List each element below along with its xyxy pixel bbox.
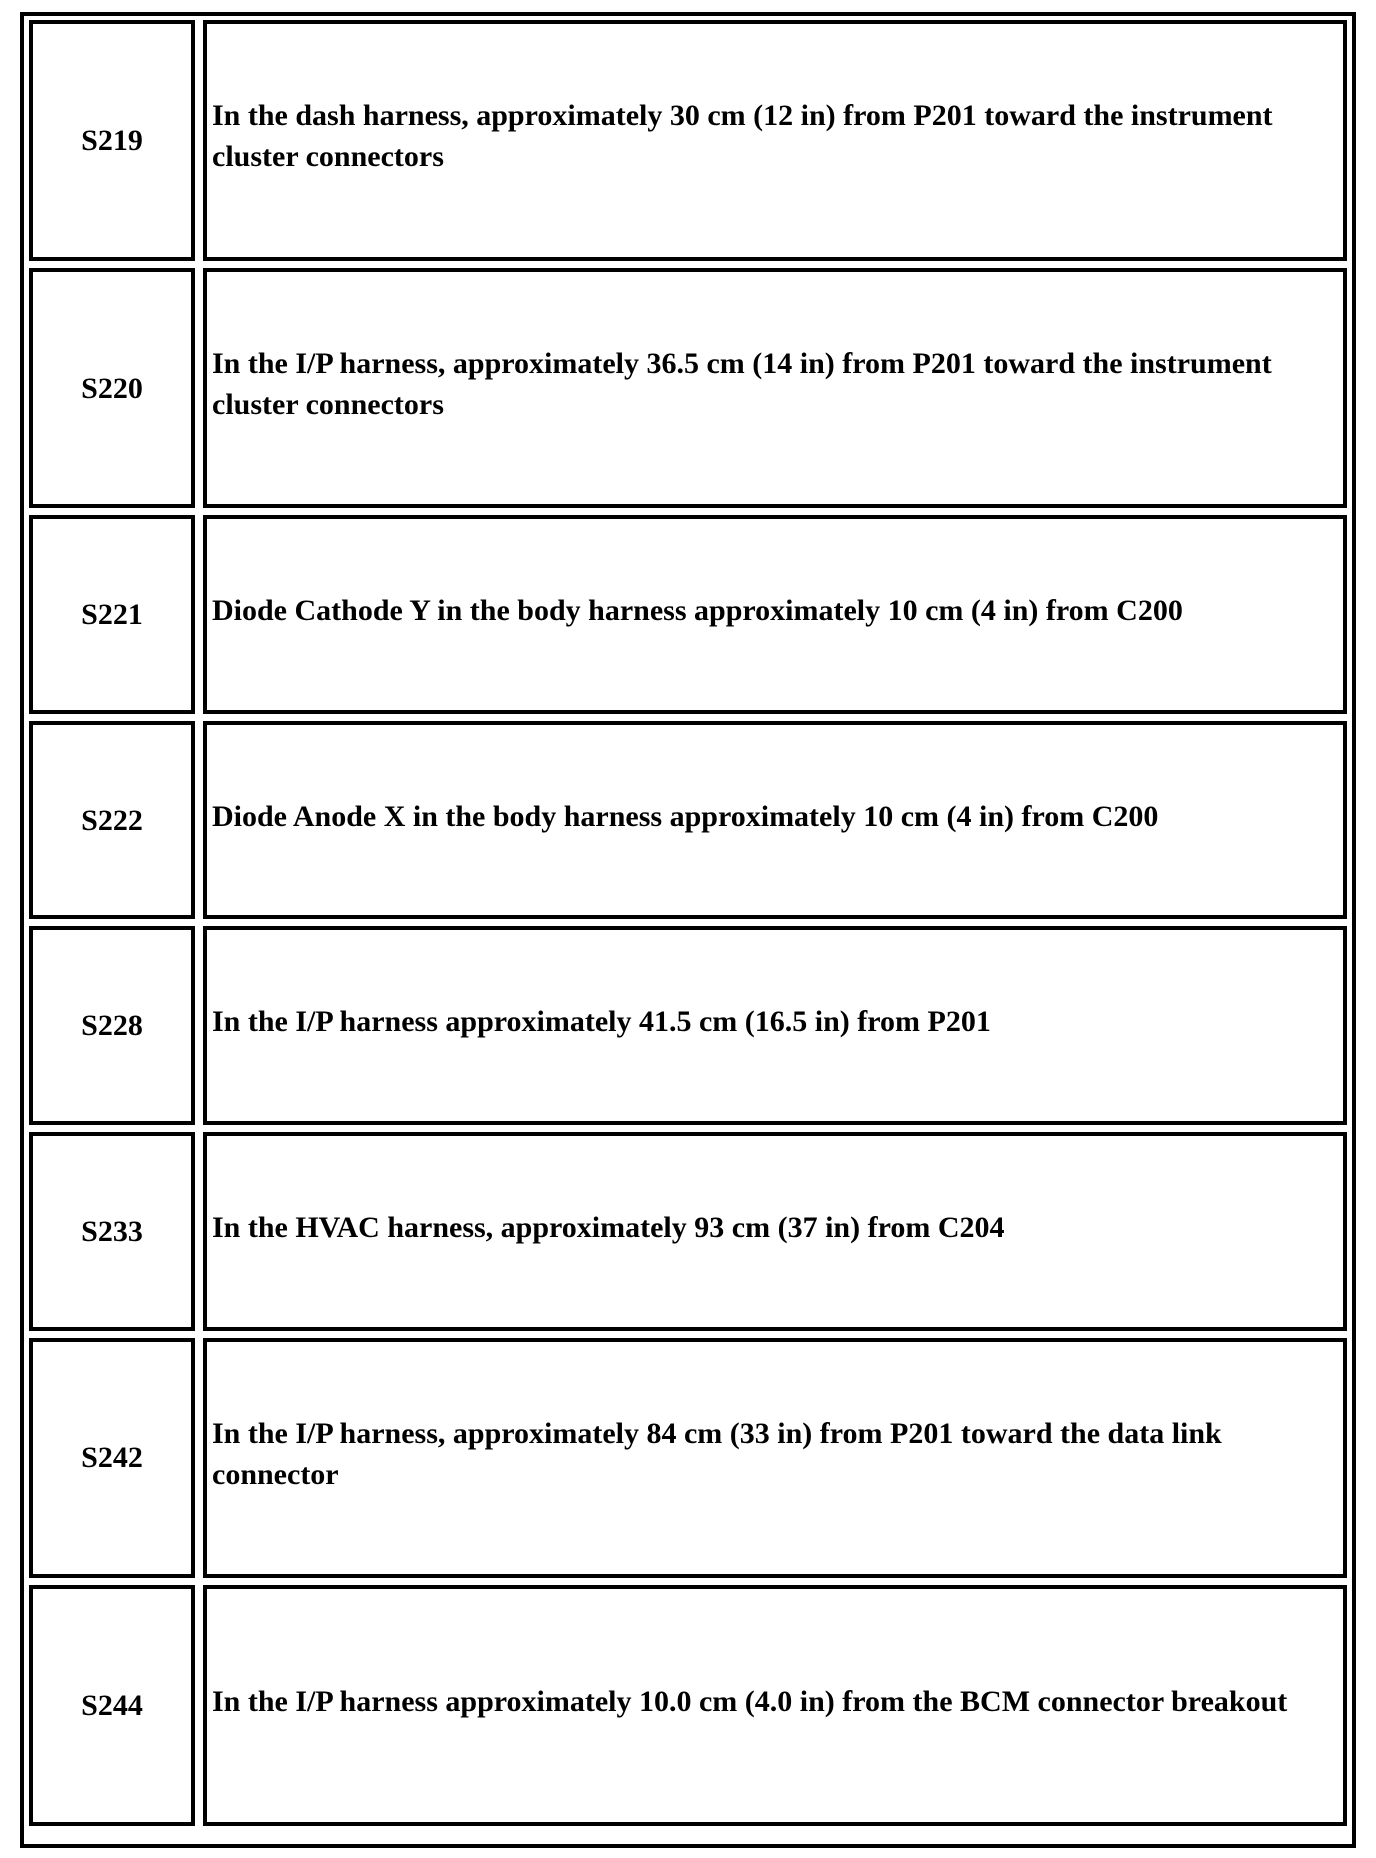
- splice-location-cell: In the I/P harness, approximately 84 cm (33 in) from P201 toward the data link connector: [203, 1338, 1347, 1579]
- table-row: [29, 1132, 1347, 1331]
- column-gap: [195, 1132, 203, 1331]
- splice-location-cell: In the I/P harness approximately 41.5 cm (16.5 in) from P201: [203, 926, 1347, 1125]
- column-gap: [195, 1585, 203, 1826]
- column-gap: [195, 20, 203, 261]
- splice-id-cell: S221: [29, 515, 195, 714]
- splice-location-cell: In the dash harness, approximately 30 cm (12 in) from P201 toward the instrument cluster connectors: [203, 20, 1347, 261]
- splice-id-cell: S219: [29, 20, 195, 261]
- splice-id-cell: S242: [29, 1338, 195, 1579]
- splice-location-table-frame: [20, 12, 1356, 1848]
- splice-location-cell: Diode Anode X in the body harness approximately 10 cm (4 in) from C200: [203, 721, 1347, 920]
- splice-id-cell: S222: [29, 721, 195, 920]
- table-row: [29, 20, 1347, 261]
- column-gap: [195, 515, 203, 714]
- splice-location-cell: In the I/P harness, approximately 36.5 cm (14 in) from P201 toward the instrument cluster connectors: [203, 268, 1347, 509]
- column-gap: [195, 926, 203, 1125]
- splice-id-cell: S228: [29, 926, 195, 1125]
- column-gap: [195, 1338, 203, 1579]
- table-row: [29, 1338, 1347, 1579]
- column-gap: [195, 268, 203, 509]
- splice-location-cell: In the I/P harness approximately 10.0 cm (4.0 in) from the BCM connector breakout: [203, 1585, 1347, 1826]
- table-row: [29, 926, 1347, 1125]
- splice-location-cell: In the HVAC harness, approximately 93 cm (37 in) from C204: [203, 1132, 1347, 1331]
- splice-id-cell: S244: [29, 1585, 195, 1826]
- table-row: [29, 268, 1347, 509]
- splice-id-cell: S220: [29, 268, 195, 509]
- column-gap: [195, 721, 203, 920]
- splice-location-table: [29, 13, 1347, 1833]
- splice-id-cell: S233: [29, 1132, 195, 1331]
- table-row: [29, 1585, 1347, 1826]
- table-row: [29, 721, 1347, 920]
- splice-location-cell: Diode Cathode Y in the body harness approximately 10 cm (4 in) from C200: [203, 515, 1347, 714]
- table-row: [29, 515, 1347, 714]
